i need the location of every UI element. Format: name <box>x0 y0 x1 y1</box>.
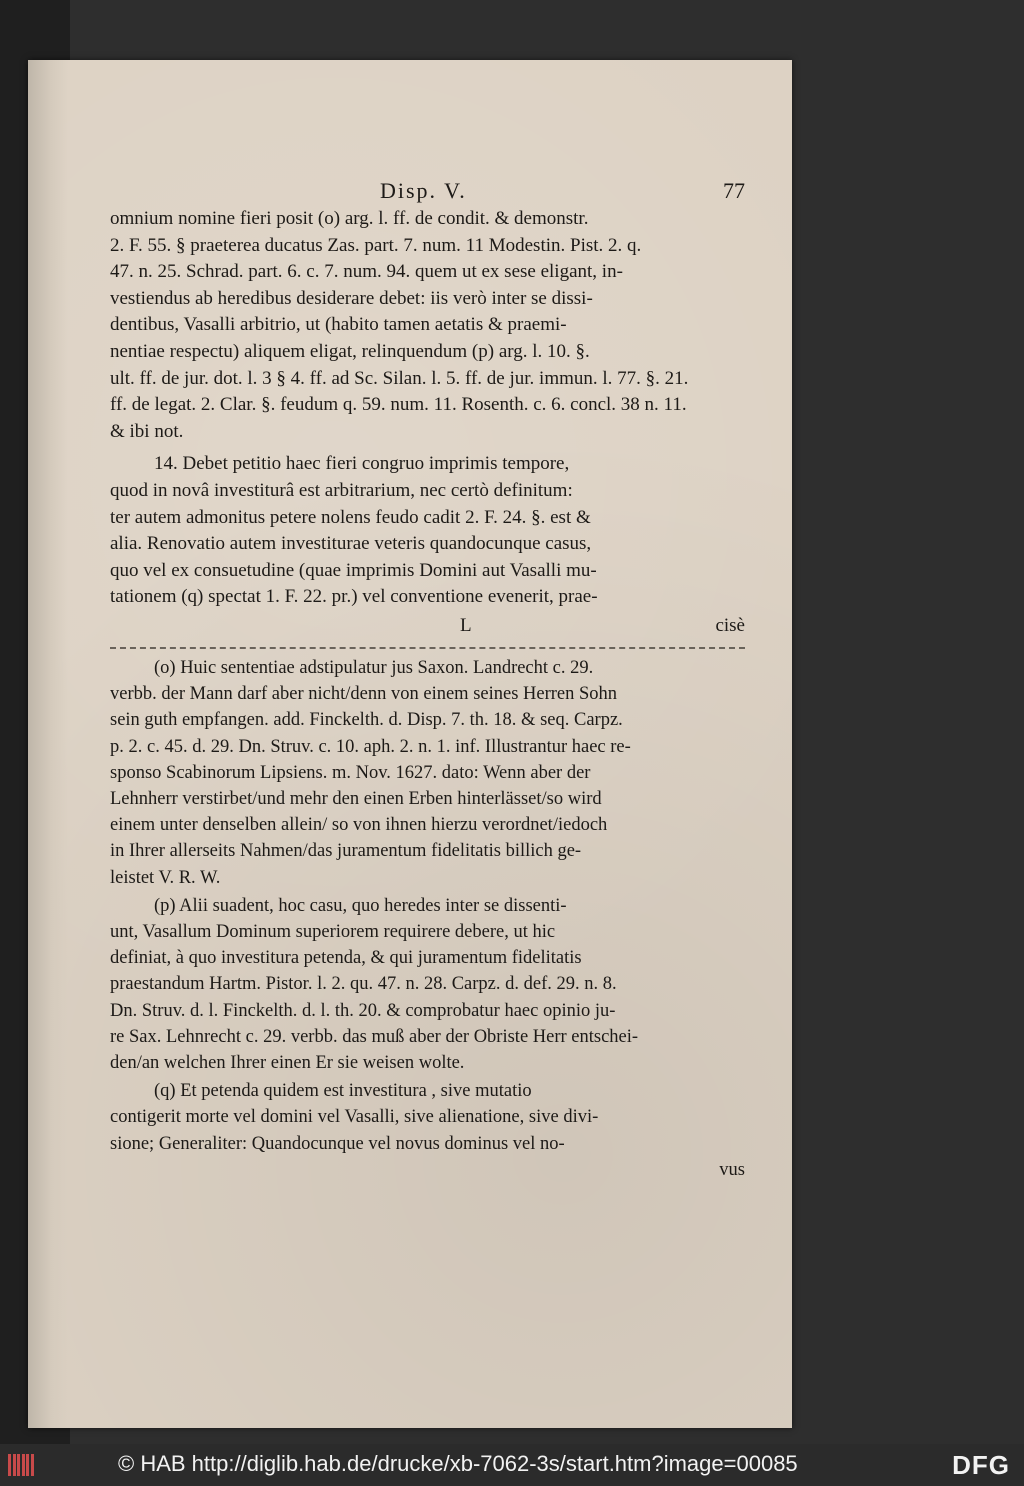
footnote-line: verbb. der Mann darf aber nicht/denn von einem seines Herren Sohn <box>110 684 618 705</box>
footnote-line: sein guth empfangen. add. Finckelth. d. Disp. 7. th. 18. & seq. Carpz. <box>110 710 623 731</box>
body-line: tationem (q) spectat 1. F. 22. pr.) vel conventione evenerit, prae- <box>110 586 598 608</box>
running-head <box>110 178 745 206</box>
body-line: vestiendus ab heredibus desiderare debet: iis verò inter se dissi- <box>110 287 593 309</box>
signature-line <box>110 613 745 639</box>
body-line: 47. n. 25. Schrad. part. 6. c. 7. num. 94. quem ut ex sese eligant, in- <box>110 261 623 283</box>
footnote-line: definiat, à quo investitura petenda, & qui juramentum fidelitatis <box>110 948 582 969</box>
footnote-line: sponso Scabinorum Lipsiens. m. Nov. 1627. dato: Wenn aber der <box>110 762 591 783</box>
footnote-line: den/an welchen Ihrer einen Er sie weisen wolte. <box>110 1052 465 1073</box>
footnote-line: (o) Huic sententiae adstipulatur jus Saxon. Landrecht c. 29. <box>154 657 594 678</box>
footnote-line: in Ihrer allerseits Nahmen/das juramentum fidelitatis billich ge- <box>110 841 582 862</box>
footnote-line: contigerit morte vel domini vel Vasalli, sive alienatione, sive divi- <box>110 1107 599 1128</box>
footnote-line: Lehnherr verstirbet/und mehr den einen Erben hinterlässet/so wird <box>110 788 602 809</box>
footnote-line: leistet V. R. W. <box>110 867 221 888</box>
footnote-o <box>110 655 745 891</box>
footnote-q <box>110 1078 745 1183</box>
footnote-rule <box>110 647 745 649</box>
body-line: ff. de legat. 2. Clar. §. feudum q. 59. num. 11. Rosenth. c. 6. concl. 38 n. 11. <box>110 394 687 416</box>
credit-link[interactable]: © HAB http://diglib.hab.de/drucke/xb-7062-3s/start.htm?image=00085 <box>118 1451 798 1476</box>
footnotes <box>110 655 745 1183</box>
barcode-icon <box>8 1454 34 1476</box>
body-line: dentibus, Vasalli arbitrio, ut (habito tamen aetatis & praemi- <box>110 314 567 336</box>
footnote-line: einem unter denselben allein/ so von ihnen hierzu verordnet/iedoch <box>110 815 608 836</box>
body-line: alia. Renovatio autem investiturae veteris quandocunque casus, <box>110 533 592 555</box>
footnote-line: p. 2. c. 45. d. 29. Dn. Struv. c. 10. aph. 2. n. 1. inf. Illustrantur haec re- <box>110 736 631 757</box>
footnote-catchword: vus <box>719 1159 745 1180</box>
body-paragraph-1 <box>110 206 745 445</box>
body-line: omnium nomine fieri posit (o) arg. l. ff. de condit. & demonstr. <box>110 208 589 229</box>
footnote-line: sione; Generaliter: Quandocunque vel novus dominus vel no- <box>110 1133 565 1154</box>
body-line: quod in novâ investiturâ est arbitrarium, nec certò definitum: <box>110 479 573 501</box>
page-number: 77 <box>723 178 745 203</box>
footnote-line: (p) Alii suadent, hoc casu, quo heredes inter se dissenti- <box>154 895 567 916</box>
footnote-line: Dn. Struv. d. l. Finckelth. d. l. th. 20. & comprobatur haec opinio ju- <box>110 1000 616 1021</box>
running-head-title: Disp. V. <box>380 178 467 203</box>
page-content <box>110 178 745 1185</box>
footnote-p <box>110 893 745 1076</box>
body-line: ult. ff. de jur. dot. l. 3 § 4. ff. ad Sc. Silan. l. 5. ff. de jur. immun. l. 77. §. 21. <box>110 367 689 389</box>
signature-mark: L <box>460 614 472 636</box>
body-line: quo vel ex consuetudine (quae imprimis Domini aut Vasalli mu- <box>110 559 597 581</box>
footnote-line: re Sax. Lehnrecht c. 29. verbb. das muß aber der Obriste Herr entschei- <box>110 1026 639 1047</box>
body-line: nentiae respectu) aliquem eligat, relinquendum (p) arg. l. 10. §. <box>110 340 590 362</box>
body-line: & ibi not. <box>110 420 184 442</box>
page-gutter <box>28 60 68 1428</box>
body-line: ter autem admonitus petere nolens feudo cadit 2. F. 24. §. est & <box>110 506 591 528</box>
footnote-line: praestandum Hartm. Pistor. l. 2. qu. 47. n. 28. Carpz. d. def. 29. n. 8. <box>110 974 617 995</box>
footnote-line: (q) Et petenda quidem est investitura , sive mutatio <box>154 1081 532 1102</box>
footer-bar <box>0 1444 1024 1486</box>
body-paragraph-14 <box>110 451 745 611</box>
dfg-logo: DFG <box>952 1450 1010 1480</box>
body-line: 14. Debet petitio haec fieri congruo imprimis tempore, <box>154 453 570 475</box>
footnote-line: unt, Vasallum Dominum superiorem requirere debere, ut hic <box>110 921 556 942</box>
catchword: cisè <box>715 614 745 636</box>
body-line: 2. F. 55. § praeterea ducatus Zas. part. 7. num. 11 Modestin. Pist. 2. q. <box>110 234 642 256</box>
